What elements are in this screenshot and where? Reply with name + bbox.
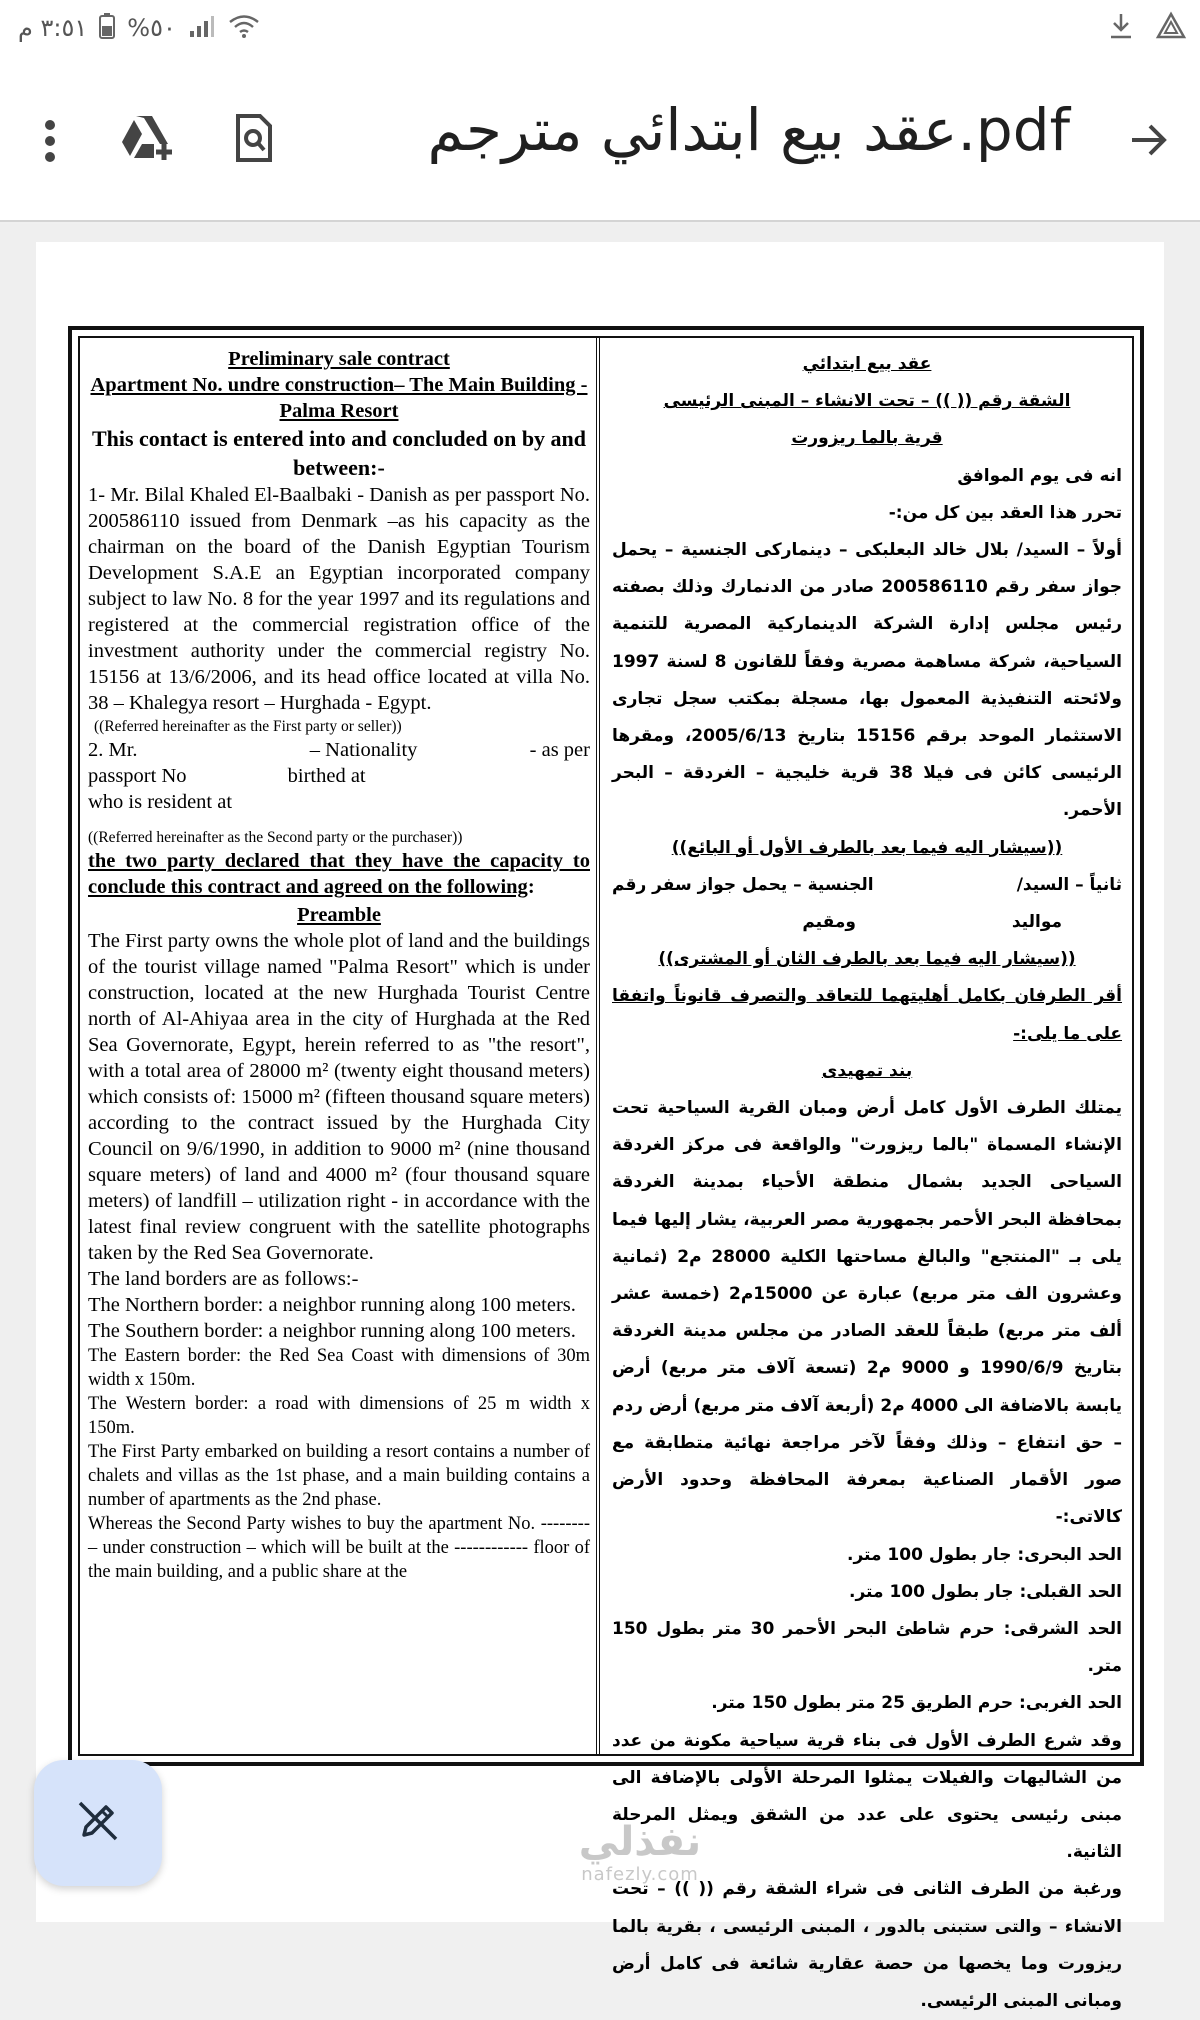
arabic-between: تحرر هذا العقد بين كل من:- bbox=[888, 502, 1122, 523]
arabic-east-border: الحد الشرقى: حرم شاطئ البحر الأحمر 30 متر بطول 150 متر. bbox=[612, 1618, 1122, 1677]
arabic-preamble-title: بند تمهيدى bbox=[821, 1060, 913, 1081]
arabic-north-border: الحد البحرى: جار بطول 100 متر. bbox=[846, 1544, 1122, 1565]
battery-icon bbox=[99, 13, 115, 44]
arabic-party2-line1 bbox=[612, 867, 1122, 904]
add-to-drive-button[interactable] bbox=[112, 104, 184, 176]
arabic-preamble-text: يمتلك الطرف الأول كامل أرض ومبان القرية السياحية تحت الإنشاء المسماة "بالما ريزورت" والواقعة فى مركز الغردقة السياحى الجديد بشمال منطقة الأحياء بمدينة الغردقة بمحافظة البحر الأحمر بجمهورية مصر العربية، يشار إليها فيما يلى بـ "المنتجع" والبالغ مساحتها الكلية 28000 م2 (ثمانية وعشرون الف متر مربع) عبارة عن 15000م2 (خمسة عشر ألف متر مربع) طبقاً للعقد الصادر من مجلس مدينة الغردقة بتاريخ 1990/6/9 و 9000 م2 (تسعة آلاف متر مربع) أرض يابسة بالاضافة الى 4000 م2 (أربعة آلاف متر مربع) أرض ردم – حق انتفاع – وذلك وفقاً لآخر مراجعة نهائية متطابقة مع صور الأقمار الصناعية بمعرفة المحافظة وحدود الأرض كالاتى:- bbox=[612, 1098, 1122, 1528]
back-button[interactable] bbox=[1116, 110, 1180, 174]
search-in-document-button[interactable] bbox=[222, 104, 286, 176]
arabic-party1: أولاً – السيد/ بلال خالد البعلبكى – دينماركى الجنسية – يحمل جواز سفر رقم 200586110 صادر من الدنمارك وذلك بصفته رئيس مجلس إدارة الشركة الدينماركية المصرية للتنمية السياحية، شركة مساهمة مصرية وفقاً للقانون 8 لسنة 1997 ولائحته التنفيذية المعمول بها، مسجلة بمكتب سجل تجارى الاستثمار الموحد برقم 15156 بتاريخ 2005/6/13، ومقرها الرئيسى كائن فى فيلا 38 قرية خليجية – الغردقة – البحر الأحمر. bbox=[612, 540, 1123, 821]
arrow-forward-icon bbox=[1128, 120, 1168, 165]
english-party2-f: who is resident at bbox=[88, 791, 233, 813]
arabic-party2-d: ومقيم bbox=[802, 912, 856, 933]
english-party2-a: 2. Mr. bbox=[88, 739, 138, 761]
arabic-party1-ref: ((سيشار اليه فيما بعد بالطرف الأول أو البائع)) bbox=[671, 837, 1063, 858]
english-title: Preliminary sale contract bbox=[228, 348, 450, 370]
english-column bbox=[80, 338, 600, 1754]
wifi-icon bbox=[228, 13, 260, 44]
english-north-border: The Northern border: a neighbor running along 100 meters. bbox=[88, 1294, 576, 1316]
status-right bbox=[1108, 10, 1186, 46]
more-vert-icon bbox=[43, 119, 57, 168]
document-title: عقد بيع ابتدائي مترجم.pdf bbox=[427, 96, 1070, 164]
arabic-west-border: الحد الغربى: حرم الطريق 25 متر بطول 150 متر. bbox=[711, 1693, 1122, 1714]
status-bar bbox=[0, 0, 1200, 56]
annotate-fab-button[interactable] bbox=[34, 1760, 162, 1886]
english-party2-line1 bbox=[88, 737, 590, 763]
english-preamble-title: Preamble bbox=[297, 904, 381, 926]
english-borders-intro: The land borders are as follows:- bbox=[88, 1268, 359, 1290]
arabic-embark: وقد شرع الطرف الأول فى بناء قرية سياحية مكونة من عدد من الشاليهات والفيلات يمثلوا المرحلة الأولى بالإضافة الى مبنى رئيسى يحتوى على عدد من الشقق ويمثل المرحلة الثانية. bbox=[612, 1730, 1122, 1863]
app-bar bbox=[0, 56, 1200, 222]
watermark-latin: nafezly.com bbox=[581, 1864, 699, 1885]
english-east-border: The Eastern border: the Red Sea Coast with dimensions of 30m width x 150m. bbox=[88, 1346, 590, 1390]
arabic-south-border: الحد القبلى: جار بطول 100 متر. bbox=[849, 1581, 1122, 1602]
arabic-party2-line2 bbox=[612, 904, 1122, 941]
english-declare-text: the two party declared that they have the capacity to conclude this contract and agreed on the following bbox=[88, 850, 590, 898]
watermark-arabic: نفذلي bbox=[578, 1819, 702, 1865]
status-time: ٣:٥١ م bbox=[18, 14, 88, 42]
english-party2-c: - as per bbox=[529, 739, 590, 761]
english-party2-ref: ((Referred hereinafter as the Second party or the purchaser)) bbox=[88, 829, 463, 846]
english-declare-colon: : bbox=[527, 876, 535, 898]
pdf-page bbox=[36, 242, 1164, 2011]
arabic-whereas: ورغبة من الطرف الثانى فى شراء الشقة رقم (( )) – تحت الانشاء – والتى ستبنى بالدور ، المبنى الرئيسى ، بقرية بالما ريزورت وما يخصها من حصة عقارية شائعة فى كامل أرض ومبانى المبنى الرئيسى. bbox=[612, 1879, 1122, 2011]
arabic-title: عقد بيع ابتدائي bbox=[802, 354, 932, 374]
english-party1-ref: ((Referred hereinafter as the First party or seller)) bbox=[94, 718, 402, 735]
signal-icon bbox=[188, 13, 216, 44]
battery-percent: %٥٠ bbox=[127, 14, 176, 42]
english-party2-e: birthed at bbox=[287, 765, 366, 787]
english-subtitle: Apartment No. undre construction– The Main Building - Palma Resort bbox=[90, 374, 588, 422]
arabic-party2-ref: ((سيشار اليه فيما بعد بالطرف الثان أو المشترى)) bbox=[658, 949, 1076, 970]
app-notification-icon bbox=[1156, 12, 1186, 45]
status-left bbox=[18, 10, 260, 46]
arabic-party2-b: الجنسية – يحمل جواز سفر رقم bbox=[612, 874, 874, 895]
more-options-button[interactable] bbox=[24, 106, 76, 180]
english-party2-line2 bbox=[88, 763, 590, 789]
english-whereas: Whereas the Second Party wishes to buy the apartment No. -------- – under construction – which will be built at the ------------ floor of the main building, and a public share at the bbox=[88, 1514, 590, 1582]
english-party1: 1- Mr. Bilal Khaled El-Baalbaki - Danish as per passport No. 200586110 issued from Denmark –as his capacity as the chairman on the board of the Danish Egyptian Tourism Development S.A.E an Egyptian incorporated company subject to law No. 8 for the year 1997 and its regulations and registered at the commercial registration office of the investment authority under the commercial registry No. 15156 at 13/6/2006, and its head office located at villa No. 38 – Khalegya resort – Hurghada - Egypt. bbox=[88, 484, 590, 714]
download-icon bbox=[1108, 12, 1134, 45]
english-declare bbox=[88, 848, 590, 900]
english-party2-b: – Nationality bbox=[309, 739, 418, 761]
arabic-party2-a: ثانياً – السيد/ bbox=[1016, 874, 1122, 895]
english-west-border: The Western border: a road with dimensions of 25 m width x 150m. bbox=[88, 1394, 590, 1438]
watermark bbox=[560, 1820, 720, 1885]
english-south-border: The Southern border: a neighbor running along 100 meters. bbox=[88, 1320, 576, 1342]
english-party2-d: passport No bbox=[88, 765, 187, 787]
pdf-viewer[interactable] bbox=[0, 224, 1200, 2011]
english-intro: This contact is entered into and concluded on by and between:- bbox=[91, 426, 587, 480]
arabic-village: قرية بالما ريزورت bbox=[791, 428, 943, 449]
english-preamble-text: The First party owns the whole plot of land and the buildings of the tourist village named "Palma Resort" which is under construction, located at the new Hurghada Tourist Centre north of Al-Ahiyaa area in the city of Hurghada at the Red Sea Governorate, Egypt, herein referred to as "the resort", with a total area of 28000 m² (twenty eight thousand meters) which consists of: 15000 m² (fifteen thousand square meters) according to the contract issued by the Hurghada City Council on 9/6/1990, in addition to 9000 m² (nine thousand square meters) of land and 4000 m² (four thousand square meters) of landfill – utilization right - in accordance with the latest final review congruent with the satellite photographs taken by the Red Sea Governorate. bbox=[88, 930, 590, 1264]
arabic-party2-c: مواليد bbox=[1011, 912, 1062, 933]
arabic-day: انه فى يوم الموافق bbox=[957, 465, 1122, 486]
search-document-icon bbox=[234, 113, 274, 168]
add-to-drive-icon bbox=[120, 114, 176, 167]
edit-annotate-icon bbox=[74, 1797, 122, 1850]
arabic-apartment: الشقة رقم (( )) – تحت الانشاء – المبنى الرئيسى bbox=[663, 391, 1071, 412]
english-embark: The First Party embarked on building a resort contains a number of chalets and villas as the 1st phase, and a main building contains a number of apartments as the 2nd phase. bbox=[88, 1442, 590, 1510]
arabic-declare: أقر الطرفان بكامل أهليتهما للتعاقد والتصرف قانوناً واتفقا على ما يلى:- bbox=[612, 986, 1122, 1044]
